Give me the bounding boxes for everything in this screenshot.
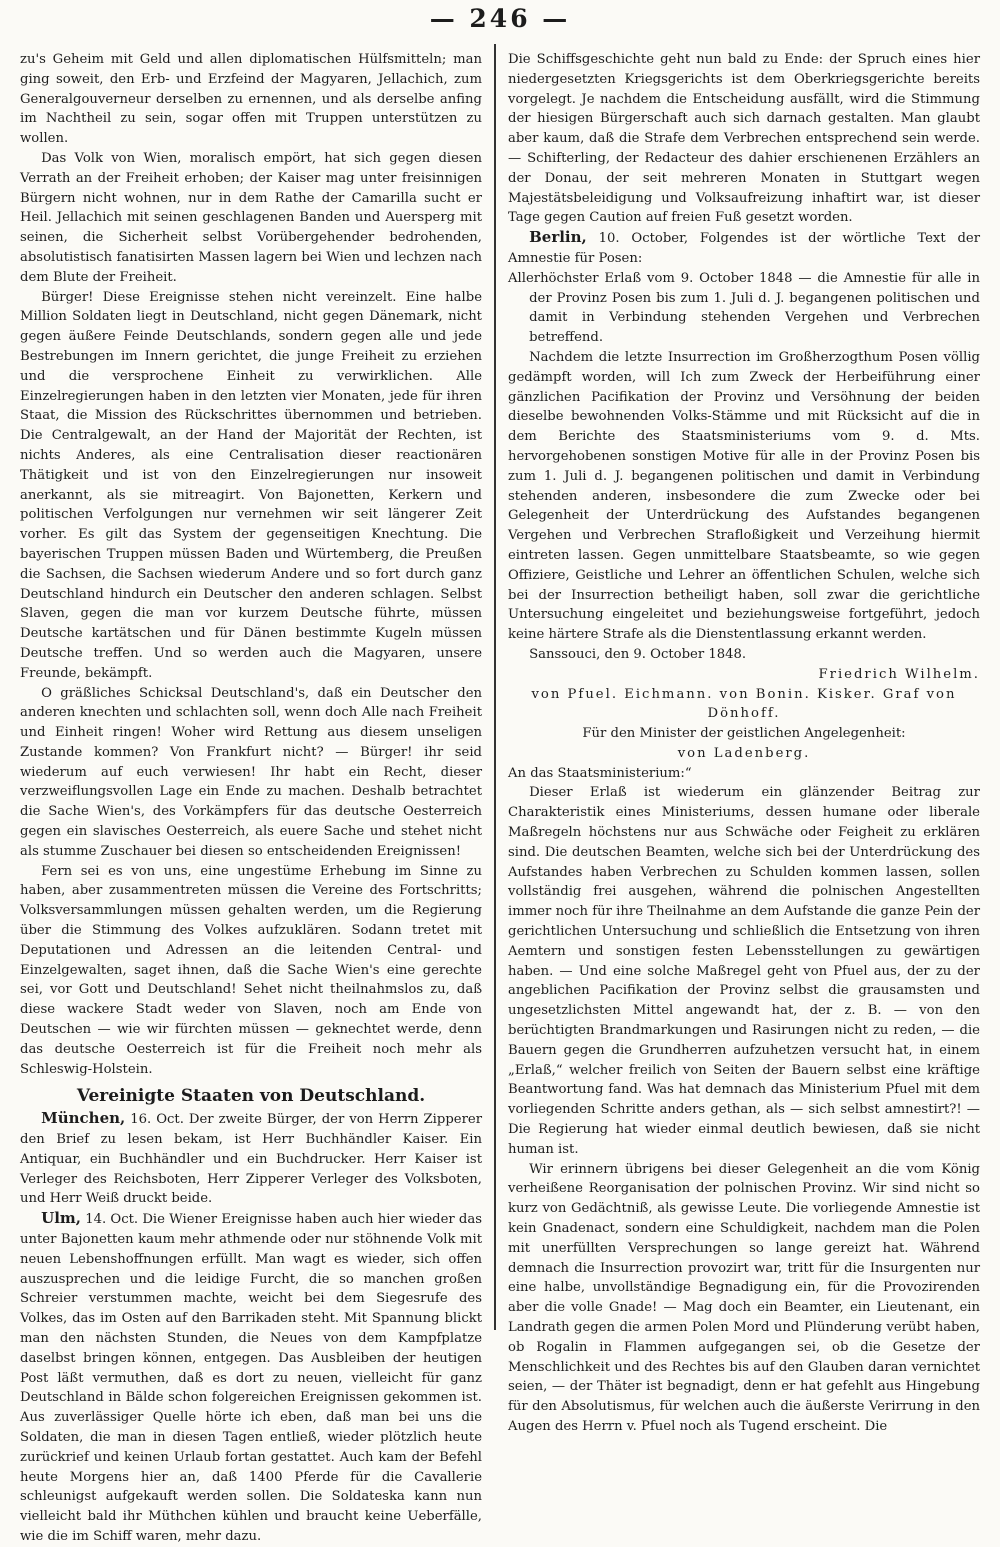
news-item-munich xyxy=(20,1109,482,1209)
signature-minister: von Ladenberg. xyxy=(677,745,811,761)
news-text: 14. Oct. Die Wiener Ereignisse haben auch hier wieder das unter Bajonetten kaum mehr athmende oder nur stöhnende Volk mit neuen Lebenshoffnungen erfüllt. Man wagt es wieder, sich offen auszusprechen und die leidige Furcht, die so manchen großen Schreier verstummen machte, weicht bei dem Siegesrufe des Volkes, das im Osten auf den Barrikaden steht. Mit Spannung blickt man den nächsten Stunden, die Neues von dem Kampfplatze daselbst bringen können, entgegen. Das Ausbleiben der heutigen Post läßt vermuthen, daß es dort zu neuen, vielleicht für ganz Deutschland in Bälde schon folgereichen Ereignissen gekommen ist. Aus zuverlässiger Quelle hörte ich eben, daß man bei uns die Soldaten, die man in diesen Tagen entließ, wieder plötzlich heute zurückrief und keinen Urlaub fortan gestattet. Auch kam der Befehl heute Morgens hier an, daß 1400 Pferde für die Cavallerie schleunigst aufgekauft werden sollen. Die Soldateska kann nun vielleicht bald ihr Müthchen kühlen und braucht keine Ueberfälle, wie die im Schiff waren, mehr dazu. xyxy=(20,1212,482,1544)
paragraph: zu's Geheim mit Geld und allen diplomatischen Hülfsmitteln; man ging soweit, den Erb- und Erzfeind der Magyaren, Jellachich, zum Generalgouverneur derselben zu ernennen, und als derselbe anfing im Nachtheil zu sein, sogar offen mit Truppen unterstützen zu wollen. xyxy=(20,52,482,147)
signature-ministers: von Pfuel. Eichmann. von Bonin. Kisker. Graf von Dönhoff. xyxy=(531,686,957,722)
paragraph: Bürger! Diese Ereignisse stehen nicht vereinzelt. Eine halbe Million Soldaten liegt in Deutschland, nicht gegen Dänemark, nicht gegen äußere Feinde Deutschlands, sondern gegen alle und jede Bestrebungen im Innern gerichtet, die junge Freiheit zu erziehen und die versprochene Einheit zu verwirklichen. Alle Einzelregierungen haben in den letzten vier Monaten, jede für ihren Staat, die Mission des Rückschrittes übernommen und betrieben. Die Centralgewalt, an der Hand der Majorität der Rechten, ist nichts Anderes, als eine Centralisation dieser reactionären Thätigkeit und ist von den Einzelregierungen nur insoweit anerkannt, als sie mitreagirt. Von Bajonetten, Kerkern und politischen Verfolgungen nur vernehmen wir seit längerer Zeit vorher. Es gilt das System der gegenseitigen Knechtung. Die bayerischen Truppen müssen Baden und Würtemberg, die Preußen die Sachsen, die Sachsen wiederum Andere und so fort durch ganz Deutschland hindurch ein Deutscher den anderen schlagen. Selbst Slaven, gegen die man vor kurzem Deutsche führte, müssen Deutsche kartätschen und für Dänen bestimmte Kugeln müssen Deutsche treffen. Und so werden auch die Magyaren, unsere Freunde, bekämpft. xyxy=(20,289,482,681)
place-date: Sanssouci, den 9. October 1848. xyxy=(529,646,747,662)
news-item-berlin xyxy=(508,228,980,269)
page-number: — 246 — xyxy=(429,4,571,33)
paragraph: Das Volk von Wien, moralisch empört, hat sich gegen diesen Verrath an der Freiheit erhoben; der Kaiser mag unter freisinnigen Bürgern nicht wohnen, nur in dem Rathe der Camarilla sucht er Heil. Jellachich mit seinen geschlagenen Banden und Auersperg mit seinen, die Sicherheit selbst Vorübergehender bedrohenden, absolutistisch fanatisirten Massen lagern bei Wien und lechzen nach dem Blute der Freiheit. xyxy=(20,150,482,285)
left-column xyxy=(20,50,482,1544)
paragraph: Die Schiffsgeschichte geht nun bald zu Ende: der Spruch eines hier niedergesetzten Kriegsgerichts ist dem Oberkriegsgerichte bereits vorgelegt. Je nachdem die Entscheidung ausfällt, wird die Stimmung der hiesigen Bürgerschaft auch sich darnach gestalten. Man glaubt aber kaum, daß die Strafe dem Verbrechen entsprechend sein werde. — Schifterling, der Redacteur des dahier erschienenen Erzählers an der Donau, der seit mehreren Monaten in Stuttgart wegen Majestätsbeleidigung und Volksaufreizung inhaftirt war, ist dieser Tage gegen Caution auf freien Fuß gesetzt worden. xyxy=(508,52,980,226)
column-divider xyxy=(494,44,496,1330)
dateline: Ulm, xyxy=(41,1209,81,1228)
signature-note: Für den Minister der geistlichen Angelegenheit: xyxy=(582,726,906,742)
right-column xyxy=(508,50,980,1434)
decree-address: An das Staatsministerium:“ xyxy=(508,765,692,781)
signature-king: Friedrich Wilhelm. xyxy=(818,666,980,682)
decree-text: Nachdem die letzte Insurrection im Großherzogthum Posen völlig gedämpft worden, will Ich zum Zweck der Herbeiführung einer gänzlichen Pacifikation der Provinz und Versöhnung der beiden dieselbe bewohnenden Volks-Stämme und mit Rücksicht auf die in dem Berichte des Staatsministeriums vom 9. d. Mts. hervorgehobenen sonstigen Motive für alle in der Provinz Posen bis zum 1. Juli d. J. begangenen politischen und damit in Verbindung stehenden anderen, insbesondere die zum Zwecke oder bei Gelegenheit der Unterdrückung des Aufstandes begangenen Vergehen und Verbrechen Strafloßigkeit und Verzeihung hiermit eintreten lassen. Gegen unmittelbare Staatsbeamte, so wie gegen Offiziere, Geistliche und Lehrer an öffentlichen Schulen, welche sich bei der Insurrection betheiligt haben, soll zwar die gerichtliche Untersuchung eingeleitet und beziehungsweise fortgeführt, jedoch keine härtere Strafe als die Dienstentlassung erkannt werden. xyxy=(508,349,980,643)
paragraph: Fern sei es von uns, eine ungestüme Erhebung im Sinne zu haben, aber zusammentreten müssen die Vereine des Fortschritts; Volksversammlungen müssen gehalten werden, um die Regierung über die Stimmung des Volkes aufzuklären. Sodann tretet mit Deputationen und Adressen an die leitenden Central- und Einzelgewalten, saget ihnen, daß die Sache Wien's eine gerechte sei, vor Gott und Deutschland! Sehet nicht theilnahmslos zu, daß diese wackere Stadt weder von Slaven, noch am Ende von Deutschen — wie wir fürchten müssen — geknechtet werde, denn das deutsche Oesterreich ist für die Freiheit noch mehr als Schleswig-Holstein. xyxy=(20,863,482,1077)
decree-title: Allerhöchster Erlaß vom 9. October 1848 — die Amnestie für alle in der Provinz Posen bis zum 1. Juli d. J. begangenen politischen und damit in Verbindung stehenden Vergehen und Verbrechen betreffend. xyxy=(508,270,980,346)
section-heading: Vereinigte Staaten von Deutschland. xyxy=(76,1086,426,1107)
paragraph: Dieser Erlaß ist wiederum ein glänzender Beitrag zur Charakteristik eines Ministeriums, dessen humane oder liberale Maßregeln höchstens nur aus Schwäche oder Feigheit zu erklären sind. Die deutschen Beamten, welche sich bei der Unterdrückung des Aufstandes haben Verbrechen zu Schulden kommen lassen, sollen vollständig frei ausgehen, während die polnischen Angestellten immer noch für ihre Theilnahme an dem Aufstande die ganze Pein der gerichtlichen Untersuchung und schließlich die Entsetzung von ihren Aemtern und sonstigen festen Lebensstellungen zu gewärtigen haben. — Und eine solche Maßregel geht von Pfuel aus, der zu der angeblichen Pacifikation der Provinz selbst die grausamsten und ungesetzlichsten Mittel angewandt hat, der z. B. — von den berüchtigten Brandmarkungen und Rasirungen nicht zu reden, — die Bauern gegen die Grundherren aufzuhetzen versucht hat, in einem „Erlaß,“ welcher freilich von Seiten der Bauern selbst eine kräftige Beantwortung fand. Was hat demnach das Ministerium Pfuel mit dem vorliegenden Schritte anders gethan, als — sich selbst amnestirt?! — Die Regierung hat wieder einmal deutlich bewiesen, daß sie nicht human ist. xyxy=(508,785,980,1157)
news-item-ulm xyxy=(20,1209,482,1547)
dateline: München, xyxy=(41,1109,126,1128)
paragraph: Wir erinnern übrigens bei dieser Gelegenheit an die vom König verheißene Reorganisation der polnischen Provinz. Wir sind nicht so kurz von Gedächtniß, als gewisse Leute. Die vorliegende Amnestie ist kein Gnadenact, sondern eine Schuldigkeit, nachdem man die Polen mit unerfüllten Versprechungen so lange gereizt hat. Während demnach die Insurrection provozirt war, tritt für die Insurgenten nur eine halbe, unvollständige Begnadigung ein, für die Provozirenden aber die volle Gnade! — Mag doch ein Beamter, ein Lieutenant, ein Landrath gegen die armen Polen Mord und Plünderung verübt haben, ob Rogalin in Flammen aufgegangen sei, ob die Gesetze der Menschlichkeit und des Rechtes bis auf den Glauben daran vernichtet seien, — der Thäter ist begnadigt, denn er hat gefehlt aus Hingebung für den Absolutismus, für welchen auch die äußerste Verirrung in den Augen des Herrn v. Pfuel noch als Tugend erscheint. Die xyxy=(508,1161,980,1434)
news-text: 16. Oct. Der zweite Bürger, der von Herrn Zipperer den Brief zu lesen bekam, ist Herr Buchhändler Kaiser. Ein Antiquar, ein Buchhändler und ein Buchdrucker. Herr Kaiser ist Verleger des Reichsboten, Herr Zipperer Verleger des Volksboten, und Herr Weiß druckt beide. xyxy=(20,1112,482,1207)
news-text: 10. October, Folgendes ist der wörtliche Text der Amnestie für Posen: xyxy=(508,231,980,266)
dateline: Berlin, xyxy=(529,228,587,247)
paragraph: O gräßliches Schicksal Deutschland's, daß ein Deutscher den anderen knechten und schlachten soll, wenn doch Alle nach Freiheit und Einheit ringen! Woher wird Rettung aus diesem unseligen Zustande kommen? Von Frankfurt nicht? — Bürger! ihr seid wiederum auf euch verwiesen! Ihr habt ein Recht, dieser verzweiflungsvollen Lage ein Ende zu machen. Deshalb betrachtet die Sache Wien's, des Vorkämpfers für das deutsche Oesterreich gegen ein slavisches Oesterreich, als euere Sache und stehet nicht als stumme Zuschauer bei diesen so entscheidenden Ereignissen! xyxy=(20,685,482,859)
